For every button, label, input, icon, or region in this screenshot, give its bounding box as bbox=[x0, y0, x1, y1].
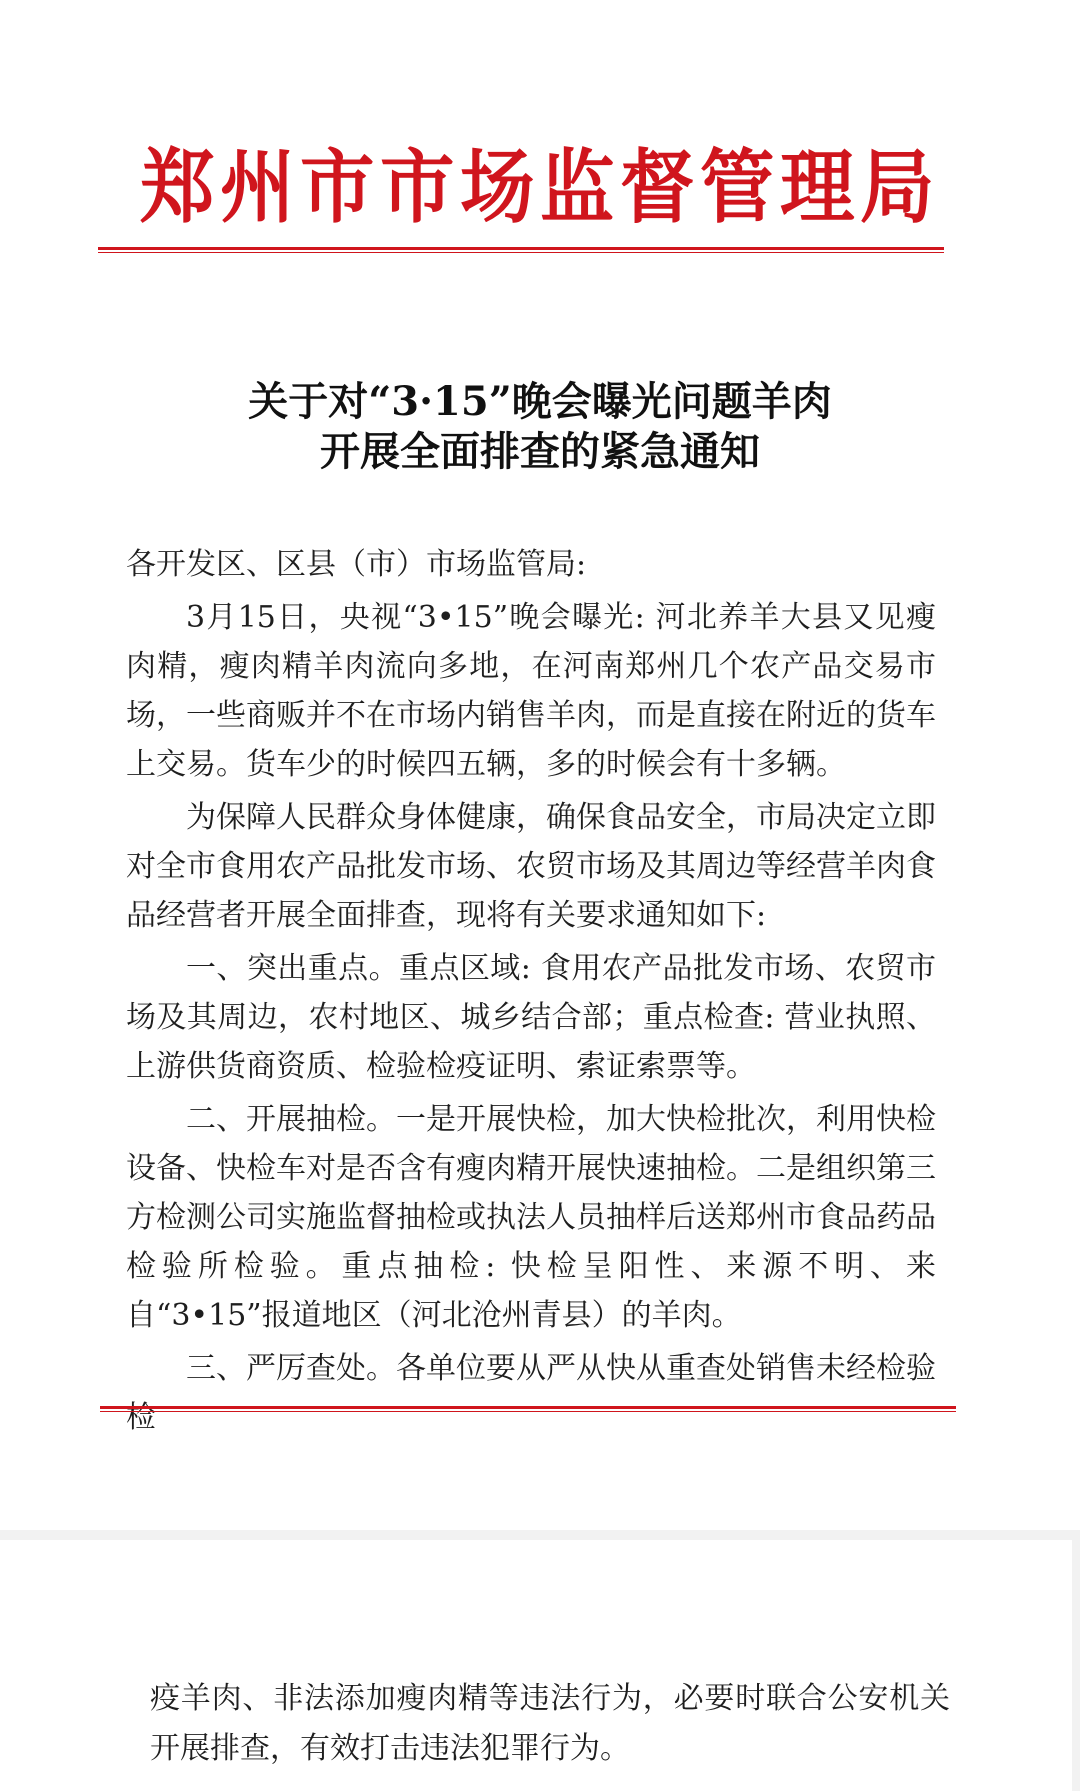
continuation-text bbox=[150, 1674, 950, 1778]
paragraph-5: 三、严厉查处。各单位要从严从快从重查处销售未经检验检 bbox=[126, 1351, 936, 1435]
letterhead-red-rule bbox=[98, 247, 944, 253]
document-title-line-2: 开展全面排查的紧急通知 bbox=[320, 428, 760, 475]
paragraph-2: 为保障人民群众身体健康，确保食品安全，市局决定立即对全市食用农产品批发市场、农贸市场及其周边等经营羊肉食品经营者开展全面排查，现将有关要求通知如下: bbox=[126, 800, 936, 933]
paragraph-3: 一、突出重点。重点区域: 食用农产品批发市场、农贸市场及其周边，农村地区、城乡结合部；重点检查: 营业执照、上游供货商资质、检验检疫证明、索证索票等。 bbox=[126, 951, 936, 1084]
document-title-line-1: 关于对“3·15”晚会曝光问题羊肉 bbox=[248, 378, 832, 425]
paragraph-4: 二、开展抽检。一是开展快检，加大快检批次，利用快检设备、快检车对是否含有瘦肉精开展快速抽检。二是组织第三方检测公司实施监督抽检或执法人员抽样后送郑州市食品药品检验所检验。重点抽检: 快检呈阳性、来源不明、来自“3•15”报道地区（河北沧州青县）的羊肉。 bbox=[126, 1102, 936, 1333]
paragraph-1: 3月15日，央视“3•15”晚会曝光: 河北养羊大县又见瘦肉精，瘦肉精羊肉流向多地，在河南郑州几个农产品交易市场，一些商贩并不在市场内销售羊肉，而是直接在附近的货车上交易。货车少的时候四五辆，多的时候会有十多辆。 bbox=[126, 600, 936, 782]
salutation: 各开发区、区县（市）市场监管局: bbox=[126, 547, 587, 582]
footer-red-rule bbox=[100, 1406, 956, 1412]
document-body bbox=[126, 540, 936, 1446]
continuation-paragraph: 疫羊肉、非法添加瘦肉精等违法行为，必要时联合公安机关开展排查，有效打击违法犯罪行为。 bbox=[150, 1681, 950, 1766]
document-page-2 bbox=[0, 1540, 1072, 1791]
org-letterhead-title: 郑州市市场监督管理局 bbox=[140, 141, 940, 234]
